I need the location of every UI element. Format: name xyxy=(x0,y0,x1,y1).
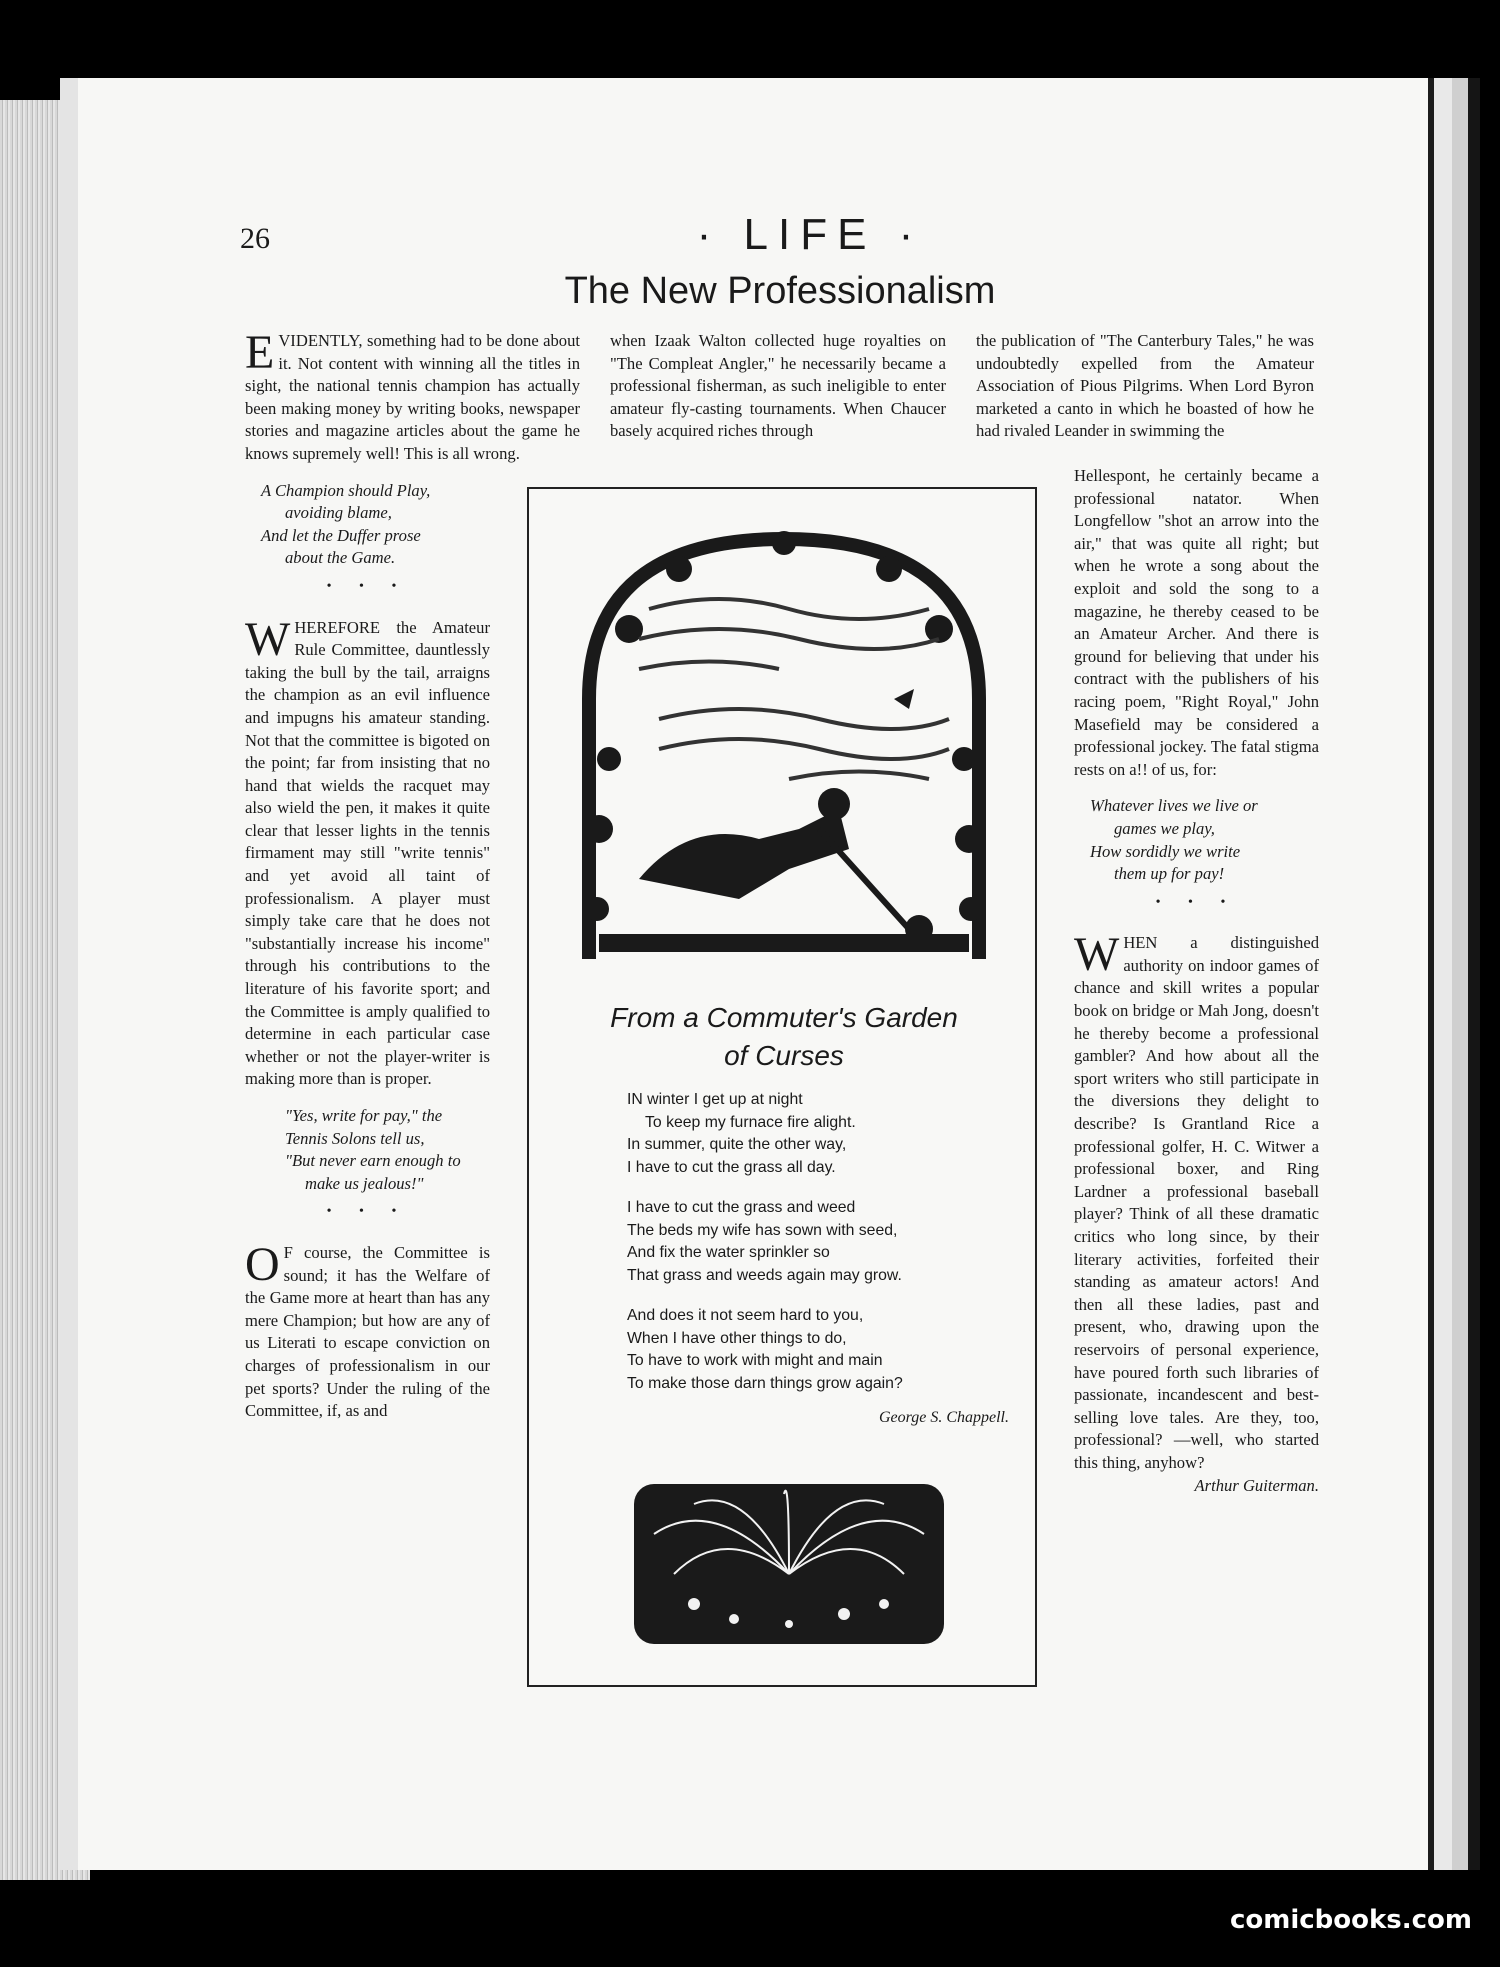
poem-title: From a Commuter's Garden of Curses xyxy=(610,1002,958,1071)
paragraph-1: EVIDENTLY, something had to be done about it. Not content with winning all the titles in sight, the national tennis champion has actually been making money by writing books, newspaper stories and magazine articles about the game he knows supremely well! This is all wrong. xyxy=(245,326,580,463)
article-column-2: when Izaak Walton collected huge royalties on "The Compleat Angler," he necessarily became a professional fisherman, as such ineligible to enter amateur fly-casting tournaments. When Chaucer basely acquired riches through xyxy=(610,331,946,441)
masthead: · LIFE · xyxy=(696,210,924,259)
watermark: comicbooks.com xyxy=(1229,1905,1472,1935)
drop-cap: W xyxy=(245,612,291,666)
drop-cap: E xyxy=(245,326,275,379)
paragraph-3: O F course, the Committee is sound; it has the Welfare of the Game more at heart than has any mere Champion; but how are any of us Literati to escape conviction on charges of professionalism in our pet sports? Under the ruling of the Committee, if, as and xyxy=(245,1237,490,1421)
page-number: 26 xyxy=(240,222,270,255)
section-divider: • • • xyxy=(326,578,409,594)
poem-signature: George S. Chappell. xyxy=(878,1409,1009,1426)
article-column-3: Hellespont, he certainly became a professional natator. When Longfellow "shot an arrow into the air," that was quite all right; but when he wrote a song about the exploit and sold the song to a magazine, he thereby ceased to be an Amateur Archer. And there is ground for believing that under his contract with the publishers of his racing poem, "Right Royal," John Masefield may be considered a professional jockey. The fatal stigma rests on a!! of us, for: Whatever lives we live or games we play, How sordidly we write them up for pay! • • • WHEN a distinguished authority on indoor games of chance and skill writes a popular book on bridge or Mah Jong, doesn't he thereby become a professional gambler? And how about all the sport writers who still participate in the diversions they delight to describe? Is Grantland Rice a professional golfer, H. C. Witwer a professional boxer, and Ring Lardner a professional baseball player? Think of all these dramatic critics who long since, by their literary activities, forfeited their standing as amateur actors! And then all these ladies, past and present, who, drawing upon the reservoirs of personal experience, have poured forth such libraries of passionate, incandescent and best-selling love tales. Are they, too, professional? —well, who started this thing, anyhow? Arthur Guiterman. xyxy=(1074,465,1319,1497)
drop-cap: O xyxy=(245,1237,280,1291)
poem-box xyxy=(527,487,1037,1687)
sprinkler-illustration xyxy=(634,1464,944,1644)
poem-body xyxy=(627,1089,987,1413)
article-column-1 xyxy=(245,326,580,1423)
verse-2: "Yes, write for pay," the Tennis Solons tell us, "But never earn enough to make us jealous!" xyxy=(285,1106,461,1193)
poem-stanza-3: And does it not seem hard to you, When I have other things to do, To have to work with might and main To make those darn things grow again? xyxy=(627,1307,903,1392)
book-right-edge xyxy=(1428,78,1480,1870)
paragraph-4: WHEN a distinguished authority on indoor games of chance and skill writes a popular book on bridge or Mah Jong, doesn't he thereby become a professional gambler? And how about all the sport writers who still participate in the diversions they delight to describe? Is Grantland Rice a professional golfer, H. C. Witwer a professional boxer, and Ring Lardner a professional baseball player? Think of all these dramatic critics who long since, by their literary activities, forfeited their standing as amateur actors! And then all these ladies, past and present, who, drawing upon the reservoirs of personal experience, have poured forth such libraries of passionate, incandescent and best-selling love tales. Are they, too, professional? —well, who started this thing, anyhow? xyxy=(1074,928,1319,1472)
article-signature: Arthur Guiterman. xyxy=(1194,1475,1319,1495)
article-column-3-top: the publication of "The Canterbury Tales," he was undoubtedly expelled from the Amateur Association of Pious Pilgrims. When Lord Byron marketed a canto in which he boasted of how he had rivaled Leander in swimming the xyxy=(976,331,1314,441)
poem-stanza-1: IN winter I get up at night To keep my furnace fire alight. In summer, quite the other way, I have to cut the grass all day. xyxy=(627,1091,856,1176)
paragraph-2: WHEREFORE the Amateur Rule Committee, dauntlessly taking the bull by the tail, arraigns the champion as an evil influence and impugns his amateur standing. Not that the committee is bigoted on the point; far from insisting that no hand that wields the racquet may also wield the pen, it makes it quite clear that lesser lights in the tennis firmament may still "write tennis" and yet avoid all taint of professionalism. A player must simply take care that he does not "substantially increase his income" through his contributions to the literature of his favorite sport; and the Committee is amply qualified to determine in each particular case whether or not the player-writer is making more than is proper. xyxy=(245,612,490,1089)
section-divider: • • • xyxy=(1155,894,1238,910)
drop-cap: W xyxy=(1074,928,1120,982)
section-divider: • • • xyxy=(326,1204,409,1220)
article-headline: The New Professionalism xyxy=(564,270,996,312)
verse-3: Whatever lives we live or games we play, How sordidly we write them up for pay! xyxy=(1090,796,1258,884)
lawn-mower-illustration xyxy=(569,529,999,969)
verse-1: A Champion should Play, avoiding blame, And let the Duffer prose about the Game. xyxy=(261,480,431,568)
poem-stanza-2: I have to cut the grass and weed The beds my wife has sown with seed, And fix the water sprinkler so That grass and weeds again may grow. xyxy=(627,1199,902,1284)
